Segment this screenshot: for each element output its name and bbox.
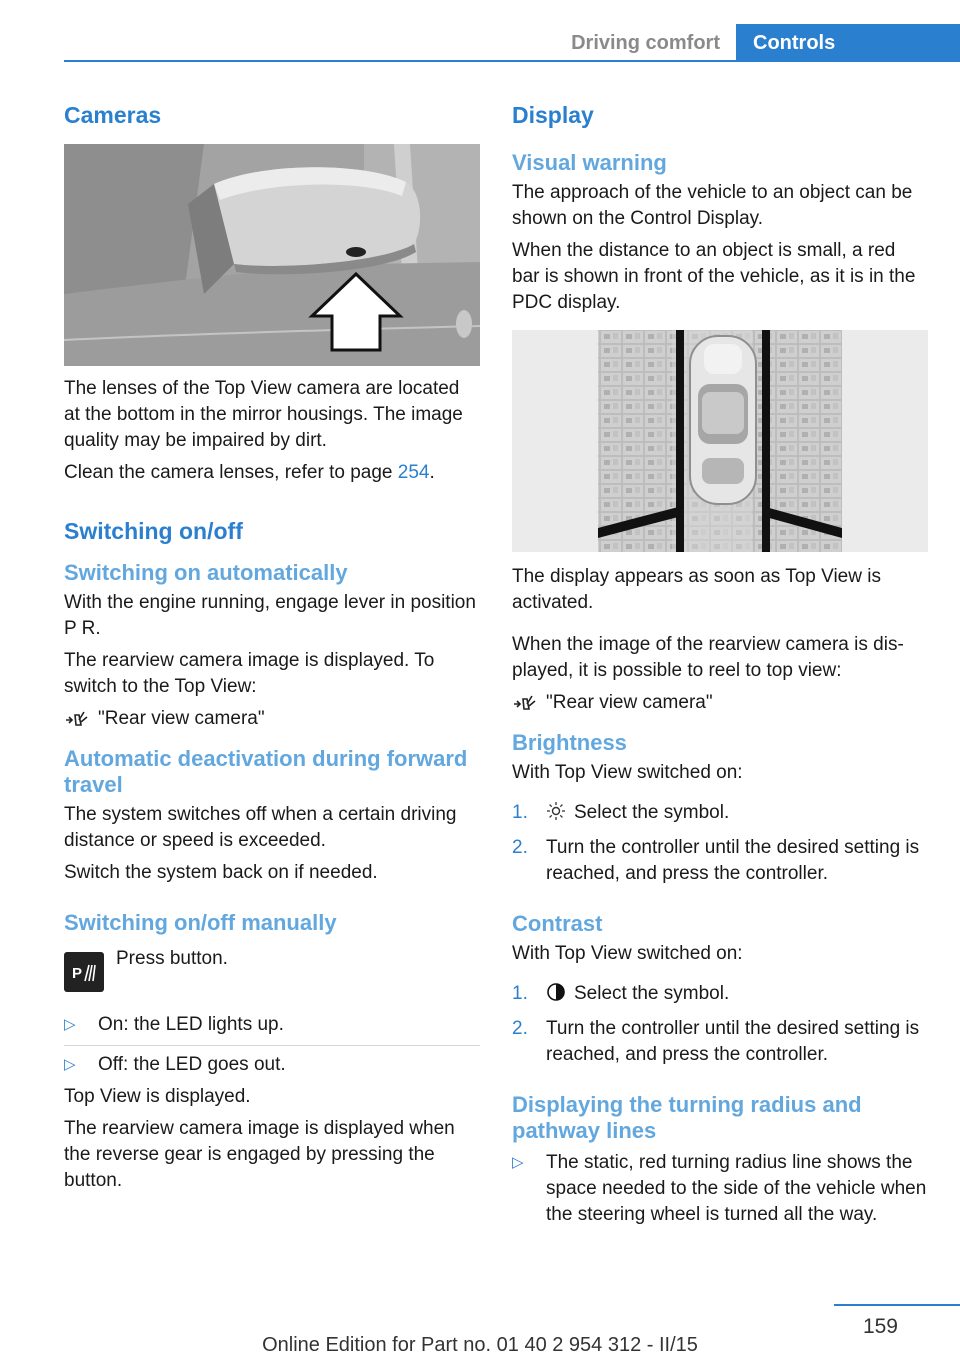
switch-back-text: Switch the system back on if needed. bbox=[64, 862, 378, 883]
header-section: Driving comfort bbox=[571, 32, 720, 54]
step-text: Turn the controller until the desired setting is reached, and press the controller. bbox=[546, 837, 920, 884]
page-link-254[interactable]: 254 bbox=[397, 462, 430, 483]
list-item bbox=[512, 981, 928, 1016]
visual-warning-heading: Visual warning bbox=[512, 150, 667, 175]
rear-camera-label: "Rear view camera" bbox=[98, 708, 265, 729]
bullet-text: Off: the LED goes out. bbox=[98, 1054, 286, 1075]
press-button-text: Press button. bbox=[116, 948, 228, 969]
rear-camera-icon bbox=[512, 690, 546, 716]
mirror-camera-figure bbox=[64, 144, 480, 366]
reverse-text: The rearview camera image is displayed when the reverse gear is engaged by pressing the button. bbox=[64, 1118, 455, 1191]
brightness-with: With Top View switched on: bbox=[512, 762, 743, 783]
radius-bullets bbox=[512, 1150, 928, 1228]
step-number: 1. bbox=[512, 983, 528, 1004]
list-item bbox=[512, 1016, 928, 1068]
topview-displayed: Top View is displayed. bbox=[64, 1086, 251, 1107]
rear-camera-label: "Rear view camera" bbox=[546, 692, 713, 713]
step-number: 1. bbox=[512, 802, 528, 823]
brightness-steps bbox=[512, 800, 928, 887]
list-item bbox=[64, 1046, 480, 1078]
list-item bbox=[512, 1150, 928, 1228]
clean-suffix: . bbox=[429, 462, 435, 483]
sun-icon bbox=[546, 801, 574, 829]
rearview-text: The rearview camera image is displayed. To switch to the Top View: bbox=[64, 650, 435, 697]
step-number: 2. bbox=[512, 1018, 528, 1039]
led-bullets bbox=[64, 1006, 480, 1078]
clean-text: Clean the camera lenses, refer to page bbox=[64, 462, 398, 483]
cameras-heading: Cameras bbox=[64, 102, 162, 128]
edition-text: Online Edition for Part no. 01 40 2 954 312 - II/15 bbox=[262, 1334, 698, 1356]
triangle-right-icon: ▷ bbox=[64, 1056, 76, 1073]
top-view-button-icon bbox=[64, 952, 104, 992]
rear-camera-line-right bbox=[512, 690, 928, 716]
page-header bbox=[64, 24, 960, 62]
top-view-illustration bbox=[512, 330, 928, 552]
brightness-heading: Brightness bbox=[512, 730, 627, 755]
triangle-right-icon: ▷ bbox=[64, 1016, 76, 1033]
rear-camera-icon bbox=[64, 706, 98, 732]
triangle-right-icon: ▷ bbox=[512, 1154, 524, 1171]
deactivation-text: The system switches off when a certain driving distance or speed is exceeded. bbox=[64, 804, 457, 851]
list-item bbox=[512, 800, 928, 835]
contrast-with: With Top View switched on: bbox=[512, 943, 743, 964]
list-item bbox=[64, 1006, 480, 1046]
contrast-steps bbox=[512, 981, 928, 1068]
display-heading: Display bbox=[512, 102, 594, 128]
auto-text: With the engine running, engage lever in position P R. bbox=[64, 592, 476, 639]
visual-text-1: The approach of the vehicle to an object can be shown on the Control Display. bbox=[512, 182, 913, 229]
bullet-text: On: the LED lights up. bbox=[98, 1014, 284, 1035]
step-text: Select the symbol. bbox=[574, 802, 730, 823]
visual-text-2: When the distance to an object is small, a red bar is shown in front of the vehicle, as it is in the PDC display. bbox=[512, 240, 916, 313]
switching-heading: Switching on/off bbox=[64, 518, 243, 544]
left-column bbox=[64, 100, 480, 1194]
right-column bbox=[512, 100, 928, 1228]
header-chapter: Controls bbox=[736, 24, 960, 62]
auto-heading: Switching on automatically bbox=[64, 560, 348, 585]
cameras-text: The lenses of the Top View camera are located at the bottom in the mirror housings. The image quality may be impaired by dirt. bbox=[64, 378, 463, 451]
deactivation-heading: Automatic deactivation during forward travel bbox=[64, 746, 468, 797]
step-number: 2. bbox=[512, 837, 528, 858]
footer-rule bbox=[834, 1304, 960, 1306]
turning-radius-heading: Displaying the turning radius and pathway lines bbox=[512, 1092, 862, 1143]
page-number: 159 bbox=[862, 1315, 898, 1338]
mirror-camera-illustration bbox=[64, 144, 480, 366]
step-text: Select the symbol. bbox=[574, 983, 730, 1004]
contrast-half-circle-icon bbox=[546, 982, 574, 1010]
step-text: Turn the controller until the desired setting is reached, and press the controller. bbox=[546, 1018, 920, 1065]
appears-text: The display appears as soon as Top View is activated. bbox=[512, 566, 881, 613]
svg-text:P: P bbox=[72, 965, 83, 982]
rear-camera-line bbox=[64, 706, 480, 732]
press-button-row bbox=[64, 946, 480, 992]
contrast-heading: Contrast bbox=[512, 911, 603, 936]
reel-text: When the image of the rearview camera is displayed, it is possible to reel to top view: bbox=[512, 634, 904, 681]
manual-heading: Switching on/off manually bbox=[64, 910, 337, 935]
top-view-figure bbox=[512, 330, 928, 552]
bullet-text: The static, red turning radius line shows the space needed to the side of the vehicle when the steering wheel is turned all the way. bbox=[546, 1152, 927, 1225]
clean-lenses-text bbox=[64, 460, 480, 486]
list-item bbox=[512, 835, 928, 887]
